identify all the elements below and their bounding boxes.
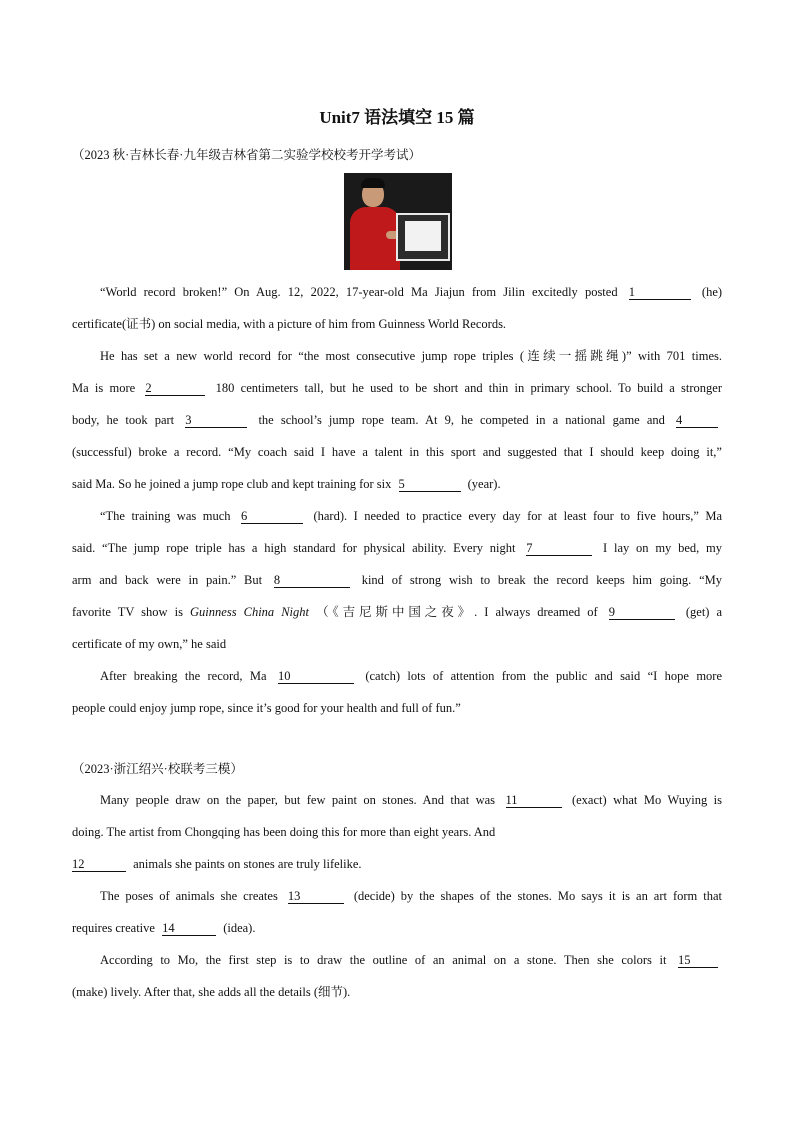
blank-5[interactable]: 5 [399,477,461,492]
section2-source: （2023·浙江绍兴·校联考三模） [72,762,243,776]
blank-11[interactable]: 11 [506,793,562,808]
blank-7[interactable]: 7 [526,541,592,556]
record-photo [344,173,452,270]
tv-show-title: Guinness China Night [190,605,310,619]
passage-2: Many people draw on the paper, but few paint on stones. And that was 11 (exact) what Mo Wuying is doing. The artist from Chongqing has been doing this for more than eight years. And 12 animals she paints on stones are truly lifelike. The poses of animals she creates 13 (decide) by the shapes of the stones. Mo says it is an art form that requires creative 14 (idea). According to Mo, the first step is to draw the outline of an animal on a stone. Then she colors it 15 (make) lively. After that, she adds all the details (细节). [72,793,723,999]
blank-13[interactable]: 13 [288,889,344,904]
blank-9[interactable]: 9 [609,605,675,620]
blank-14[interactable]: 14 [162,921,216,936]
blank-6[interactable]: 6 [241,509,303,524]
section1-source: （2023 秋·吉林长春·九年级吉林省第二实验学校校考开学考试） [72,148,421,162]
passage-1: “World record broken!” On Aug. 12, 2022, 17-year-old Ma Jiajun from Jilin excitedly posted 1 (he) certificate(证书) on social media, with a picture of him from Guinness World Records. He has set a new world record for “the most consecutive jump rope triples (连续一摇跳绳)” with 701 times. Ma is more 2 180 centimeters tall, but he used to be short and thin in primary school. To build a stronger body, he took part 3 the school’s jump rope team. At 9, he competed in a national game and 4 (successful) broke a record. “My coach said I have a talent in this sport and suggested that I should keep doing it,” said Ma. So he joined a jump rope club and kept training for six 5 (year). “The training was much 6 (hard). I needed to practice every day for at least four to five hours,” Ma said. “The jump rope triple has a high standard for physical ability. Every night 7 I lay on my bed, my arm and back were in pain.” But 8 kind of strong wish to break the record keeps him going. “My favorite TV show is Guinness China Night （《吉尼斯中国之夜》. I always dreamed of 9 (get) a certificate of my own,” he said After breaking the record, Ma 10 (catch) lots of attention from the public and said “I hope more people could enjoy jump rope, since it’s good for your health and full of fun.” [72,285,723,715]
blank-3[interactable]: 3 [185,413,247,428]
blank-8[interactable]: 8 [274,573,350,588]
blank-10[interactable]: 10 [278,669,354,684]
page-title: Unit7 语法填空 15 篇 [319,108,475,127]
blank-1[interactable]: 1 [629,285,691,300]
blank-2[interactable]: 2 [145,381,205,396]
blank-15[interactable]: 15 [678,953,718,968]
blank-4[interactable]: 4 [676,413,718,428]
blank-12[interactable]: 12 [72,857,126,872]
